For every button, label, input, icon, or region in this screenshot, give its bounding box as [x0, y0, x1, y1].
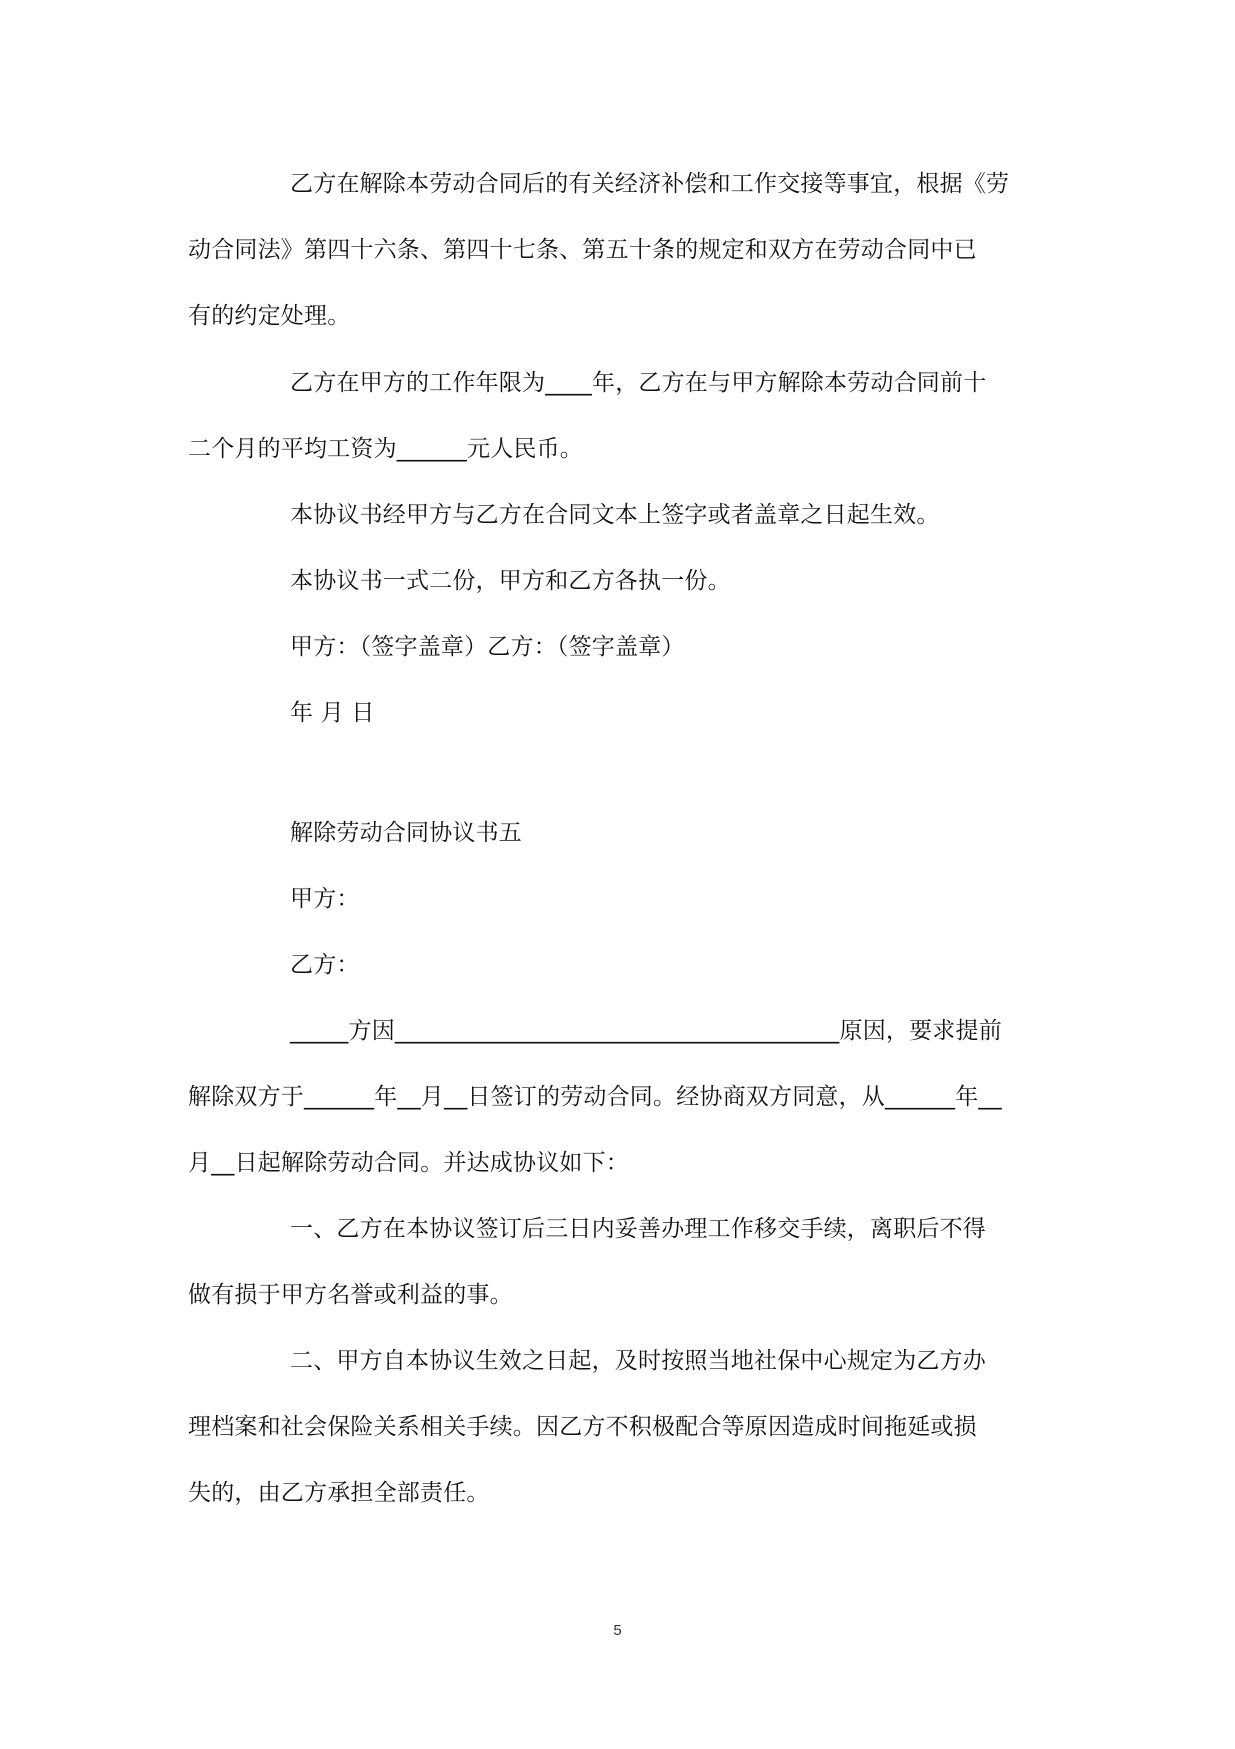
paragraph-line: 动合同法》第四十六条、第四十七条、第五十条的规定和双方在劳动合同中已: [188, 237, 977, 263]
party-a-line: 甲方：: [290, 886, 360, 912]
date-line: 年 月 日: [290, 700, 375, 726]
paragraph-line: 解除双方于______年__月__日签订的劳动合同。经协商双方同意，从______年__: [188, 1084, 1002, 1110]
party-b-line: 乙方：: [290, 952, 360, 978]
paragraph-line: 一、乙方在本协议签订后三日内妥善办理工作移交手续，离职后不得: [290, 1216, 986, 1242]
paragraph-line: 二、甲方自本协议生效之日起，及时按照当地社保中心规定为乙方办: [290, 1348, 986, 1374]
page-number: 5: [613, 1622, 622, 1639]
paragraph-line: _____方因______________________________________原因，要求提前: [290, 1018, 1002, 1044]
paragraph-line: 本协议书经甲方与乙方在合同文本上签字或者盖章之日起生效。: [290, 502, 940, 528]
paragraph-line: 有的约定处理。: [188, 303, 351, 329]
paragraph-line: 本协议书一式二份，甲方和乙方各执一份。: [290, 568, 731, 594]
paragraph-line: 理档案和社会保险关系相关手续。因乙方不积极配合等原因造成时间拖延或损: [188, 1414, 977, 1440]
paragraph-line: 二个月的平均工资为______元人民币。: [188, 436, 583, 462]
paragraph-line: 做有损于甲方名誉或利益的事。: [188, 1282, 513, 1308]
paragraph-line: 乙方在甲方的工作年限为____年，乙方在与甲方解除本劳动合同前十: [290, 370, 987, 396]
paragraph-line: 月__日起解除劳动合同。并达成协议如下：: [188, 1150, 629, 1176]
signature-line: 甲方：（签字盖章）乙方：（签字盖章）: [290, 634, 685, 660]
paragraph-line: 乙方在解除本劳动合同后的有关经济补偿和工作交接等事宜，根据《劳: [290, 171, 1010, 197]
section-title: 解除劳动合同协议书五: [290, 820, 522, 846]
paragraph-line: 失的，由乙方承担全部责任。: [188, 1480, 490, 1506]
